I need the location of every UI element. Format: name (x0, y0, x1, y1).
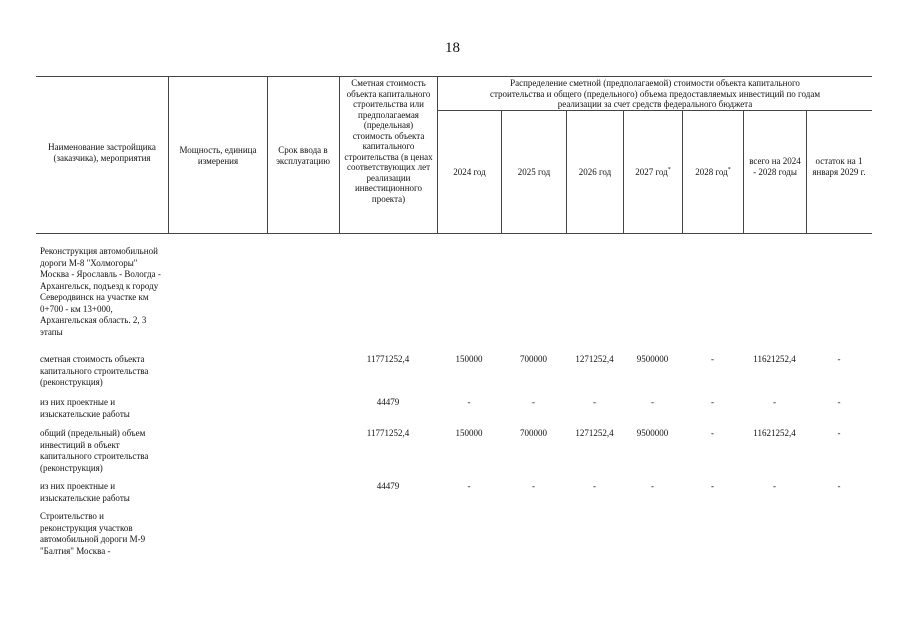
header-2025: 2025 год (517, 167, 551, 177)
cell-2028: - (711, 354, 714, 364)
cell-2027: - (651, 481, 654, 491)
header-total: всего на 2024 - 2028 годы (749, 156, 801, 177)
row-label: Строительство и реконструкция участков автомобильной дороги М-9 "Балтия" Москва - (40, 511, 146, 556)
cell-remainder: - (837, 481, 841, 491)
row-label: общий (предельный) объем инвестиций в объект капитального строительства (реконструкция) (40, 428, 149, 473)
header-2027-label: 2027 год (635, 167, 668, 177)
row-label: сметная стоимость объекта капитального строительства (реконструкция) (40, 354, 149, 387)
header-distribution: Распределение сметной (предполагаемой) стоимости объекта капитального строительства и общего (предельного) объема предоставляемых инвестиций по годам реализации за счет средств федерального бюджета (489, 78, 821, 109)
header-capacity: Мощность, единица измерения (179, 145, 257, 166)
column-divider (267, 76, 268, 233)
column-divider (806, 110, 807, 233)
header-estimate: Сметная стоимость объекта капитального строительства или предполагаемая (предельная) стоимость объекта капитального строительства (в ценах соответствующих лет реализации инвестиционного проекта) (344, 78, 433, 204)
cell-2024: 150000 (455, 428, 483, 438)
cell-estimate: 44479 (376, 397, 400, 407)
column-divider (623, 110, 624, 233)
cell-total: - (773, 397, 776, 407)
cell-estimate: 11771252,4 (366, 354, 410, 364)
cell-remainder: - (837, 428, 841, 438)
cell-2027: 9500000 (636, 428, 669, 438)
cell-total: 11621252,4 (753, 428, 796, 438)
header-2028-label: 2028 год (695, 167, 728, 177)
row-label: Реконструкция автомобильной дороги М-8 "Холмогоры" Москва - Ярославль - Вологда - Архангельск, подъезд к городу Северодвинск на участке км 0+700 - км 13+000, Архангельская область. 2, 3 этапы (40, 246, 161, 337)
header-2027-note: * (667, 167, 671, 173)
header-2026: 2026 год (578, 167, 612, 177)
column-divider (501, 110, 502, 233)
header-2028 (684, 167, 742, 178)
cell-remainder: - (837, 397, 841, 407)
cell-estimate: 11771252,4 (366, 428, 410, 438)
header-commission: Срок ввода в эксплуатацию (276, 145, 330, 166)
column-divider (743, 110, 744, 233)
header-remainder: остаток на 1 января 2029 г. (812, 156, 866, 177)
page-number: 18 (445, 40, 460, 56)
cell-2027: - (651, 397, 654, 407)
cell-2026: - (593, 397, 596, 407)
header-2027 (625, 167, 681, 178)
table-top-border (36, 76, 872, 77)
cell-2025: - (532, 481, 535, 491)
header-2028-note: * (727, 167, 731, 173)
cell-2024: 150000 (455, 354, 483, 364)
column-divider (437, 76, 438, 233)
cell-2028: - (711, 428, 714, 438)
header-name: Наименование застройщика (заказчика), мероприятия (48, 142, 156, 163)
row-label: из них проектные и изыскательские работы (40, 397, 130, 419)
cell-estimate: 44479 (376, 481, 400, 491)
column-divider (566, 110, 567, 233)
cell-2026: 1271252,4 (575, 354, 614, 364)
table-header-bottom-border (36, 233, 872, 234)
cell-2025: 700000 (520, 354, 547, 364)
cell-2027: 9500000 (636, 354, 669, 364)
cell-total: 11621252,4 (753, 354, 796, 364)
cell-2026: 1271252,4 (575, 428, 614, 438)
column-divider (682, 110, 683, 233)
cell-2028: - (711, 481, 714, 491)
cell-2024: - (467, 397, 471, 407)
cell-2025: 700000 (520, 428, 547, 438)
cell-2026: - (593, 481, 596, 491)
cell-2025: - (532, 397, 535, 407)
cell-remainder: - (837, 354, 841, 364)
cell-total: - (773, 481, 776, 491)
header-2024: 2024 год (453, 167, 486, 177)
cell-2024: - (467, 481, 471, 491)
row-label: из них проектные и изыскательские работы (40, 481, 130, 503)
column-divider (339, 76, 340, 233)
column-divider (168, 76, 169, 233)
cell-2028: - (711, 397, 714, 407)
